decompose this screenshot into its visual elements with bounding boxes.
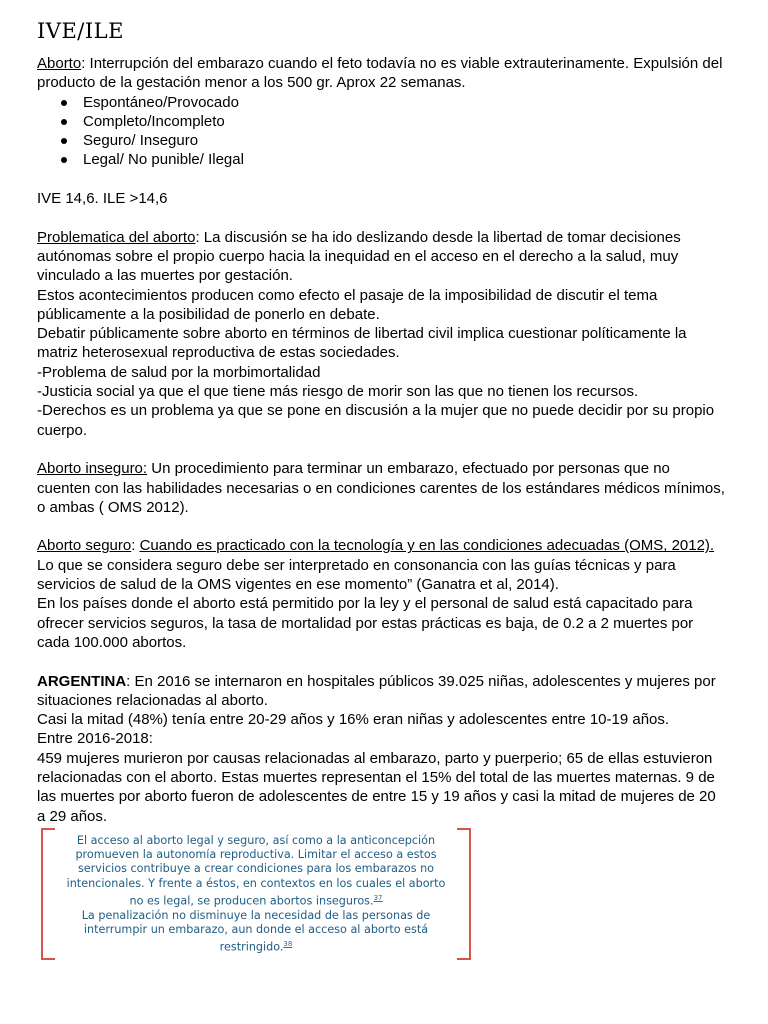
problematica-p5: -Justicia social ya que el que tiene más riesgo de morir son las que no tienen los recursos. — [37, 383, 639, 401]
inseguro-term: Aborto inseguro: — [37, 460, 148, 478]
problematica-paragraph — [37, 228, 727, 286]
problematica-p3: Debatir públicamente sobre aborto en términos de libertad civil implica cuestionar políticamente la matriz heterosexual reproductiva de estas sociedades. — [37, 325, 687, 362]
ive-ile-line: IVE 14,6. ILE >14,6 — [37, 190, 168, 208]
list-item: Seguro/ Inseguro — [37, 131, 727, 150]
argentina-p4: 459 mujeres murieron por causas relacionadas al embarazo, parto y puerperio; 65 de ellas estuvieron relacionadas con el aborto. Estas muertes representan el 15% del total de las muertes maternas. 9 de las muertes por aborto fueron de adolescentes de entre 15 y 19 años y casi la mitad de mujeres de 20 a 29 años. — [37, 749, 716, 825]
seguro-underlined: Cuando es practicado con la tecnología y en las condiciones adecuadas (OMS, 2012). — [139, 537, 715, 555]
footnote-ref[interactable]: 38 — [283, 940, 293, 949]
footnote-ref[interactable]: 37 — [373, 893, 383, 902]
list-item: Completo/Incompleto — [37, 112, 727, 131]
problematica-p4: -Problema de salud por la morbimortalidad — [37, 363, 321, 381]
quote-box — [41, 828, 471, 958]
problematica-term: Problematica del aborto — [37, 228, 196, 246]
document-page — [37, 18, 727, 826]
quote-part1: El acceso al aborto legal y seguro, así como a la anticoncepción promueven la autonomía reproductiva. Limitar el acceso a estos servicios contribuye a crear condiciones para los embarazos no intencionales. Y frente a éstos, en contextos en los cuales el aborto no es legal, se producen abortos inseguros. — [66, 834, 446, 908]
problematica-text: : La discusión se ha ido deslizando desde la libertad de tomar decisiones autónomas sobre el propio cuerpo hacia la inequidad en el acceso en el derecho a la salud, muy vinculado a las muertes por gestación. — [37, 228, 681, 285]
seguro-term: Aborto seguro — [37, 537, 132, 555]
argentina-text: : En 2016 se internaron en hospitales públicos 39.025 niñas, adolescentes y mujeres por situaciones relacionadas al aborto. — [37, 672, 716, 709]
quote-part2: La penalización no disminuye la necesidad de las personas de interrumpir un embarazo, aun donde el acceso al aborto está restringido. — [81, 908, 431, 954]
problematica-p6: -Derechos es un problema ya que se pone en discusión a la mujer que no puede decidir por su propio cuerpo. — [37, 402, 715, 439]
seguro-text: Lo que se considera seguro debe ser interpretado en consonancia con las guías técnicas y para servicios de salud de la OMS vigentes en ese momento” (Ganatra et al, 2014). — [37, 556, 676, 594]
page-title: IVE/ILE — [37, 19, 124, 43]
problematica-p2: Estos acontecimientos producen como efecto el pasaje de la imposibilidad de discutir el tema públicamente a la posibilidad de ponerlo en debate. — [37, 286, 658, 323]
right-bracket-icon — [457, 828, 471, 960]
abortion-types-list — [37, 93, 727, 170]
argentina-p3: Entre 2016-2018: — [37, 730, 153, 748]
argentina-paragraph — [37, 672, 727, 711]
aborto-term: Aborto — [37, 55, 82, 72]
aborto-text: : Interrupción del embarazo cuando el feto todavía no es viable extrauterinamente. Expulsión del producto de la gestación menor a los 500 gr. Aprox 22 semanas. — [37, 55, 723, 92]
inseguro-paragraph — [37, 459, 727, 517]
inseguro-text: Un procedimiento para terminar un embarazo, efectuado por personas que no cuenten con las habilidades necesarias o en condiciones carentes de los estándares médicos mínimos, o ambas ( OMS 2012). — [37, 460, 725, 516]
left-bracket-icon — [41, 828, 55, 960]
aborto-definition — [37, 54, 727, 93]
quote-text — [59, 834, 453, 955]
list-item: Espontáneo/Provocado — [37, 93, 727, 112]
seguro-paragraph: Aborto seguro: Cuando es practicado con la tecnología y en las condiciones adecuadas (OMS, 2012). Lo que se considera seguro debe ser interpretado en consonancia con las guías técnicas y para servicios de salud de la OMS vigentes en ese momento” (Ganatra et al, 2014). — [37, 537, 715, 594]
argentina-term: ARGENTINA — [37, 672, 127, 690]
list-item: Legal/ No punible/ Ilegal — [37, 150, 727, 169]
argentina-p2: Casi la mitad (48%) tenía entre 20-29 años y 16% eran niñas y adolescentes entre 10-19 años. — [37, 711, 670, 729]
seguro-p2: En los países donde el aborto está permitido por la ley y el personal de salud está capacitado para ofrecer servicios seguros, la tasa de mortalidad por estas prácticas es baja, de 0.2 a 2 muertes por cada 100.000 abortos. — [37, 595, 694, 651]
